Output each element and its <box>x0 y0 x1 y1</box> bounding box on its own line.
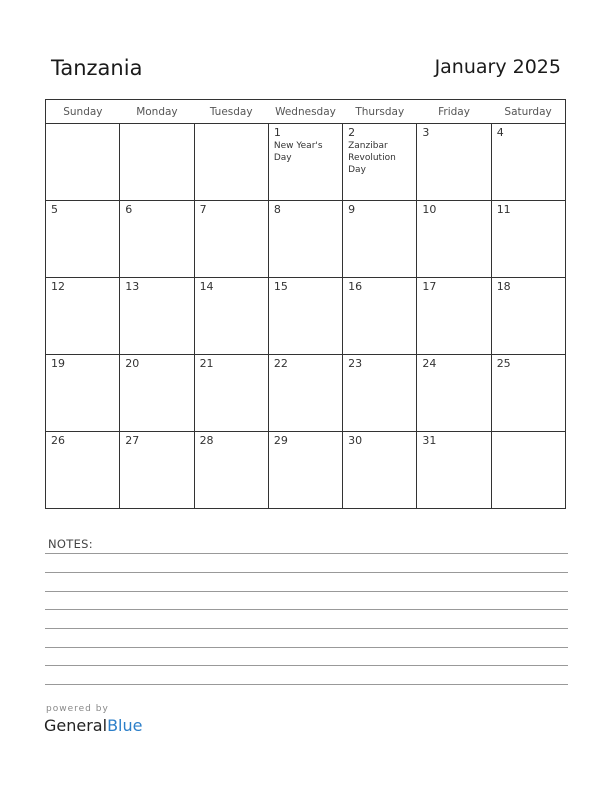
day-number: 26 <box>51 434 65 447</box>
day-cell <box>417 201 491 278</box>
day-number: 1 <box>273 126 281 139</box>
weekday-header: Wednesday <box>268 100 342 124</box>
day-number: 19 <box>51 357 65 370</box>
day-cell <box>343 432 417 509</box>
day-cell <box>46 355 120 432</box>
day-cell <box>343 201 417 278</box>
note-line <box>45 647 568 648</box>
day-number: 17 <box>422 280 437 293</box>
week-row <box>46 124 566 201</box>
day-number: 24 <box>422 357 437 370</box>
note-line <box>45 628 568 629</box>
day-cell <box>491 355 565 432</box>
day-number: 4 <box>496 126 504 139</box>
note-line <box>45 553 568 554</box>
day-number: 11 <box>496 203 511 216</box>
day-cell <box>417 278 491 355</box>
day-cell <box>343 278 417 355</box>
day-cell <box>268 124 342 201</box>
weekday-header: Friday <box>417 100 491 124</box>
day-number: 27 <box>125 434 140 447</box>
generalblue-logo[interactable] <box>44 716 142 735</box>
holiday-label: New Year's Day <box>273 141 323 163</box>
day-cell <box>46 124 120 201</box>
day-cell <box>343 355 417 432</box>
weekday-header: Saturday <box>491 100 565 124</box>
note-line <box>45 609 568 610</box>
weekday-header: Sunday <box>46 100 120 124</box>
weekday-header: Thursday <box>343 100 417 124</box>
day-cell <box>268 201 342 278</box>
weekday-header: Monday <box>120 100 194 124</box>
weekday-header: Tuesday <box>194 100 268 124</box>
week-row <box>46 432 566 509</box>
country-title: Tanzania <box>51 56 143 80</box>
day-number: 10 <box>422 203 437 216</box>
day-cell <box>194 278 268 355</box>
note-line <box>45 591 568 592</box>
day-number: 22 <box>273 357 288 370</box>
day-cell <box>194 355 268 432</box>
notes-label: NOTES: <box>48 537 93 551</box>
day-number: 5 <box>51 203 58 216</box>
note-line <box>45 665 568 666</box>
day-number: 9 <box>348 203 356 216</box>
day-cell <box>343 124 417 201</box>
powered-by-text: powered by <box>46 704 109 714</box>
day-number: 21 <box>199 357 214 370</box>
day-number: 29 <box>273 434 288 447</box>
day-cell <box>46 201 120 278</box>
day-cell <box>491 432 565 509</box>
day-cell <box>491 201 565 278</box>
day-number: 15 <box>273 280 288 293</box>
day-cell <box>268 278 342 355</box>
day-number: 7 <box>199 203 207 216</box>
week-row <box>46 278 566 355</box>
note-line <box>45 572 568 573</box>
day-number: 6 <box>125 203 133 216</box>
holiday-label: Zanzibar Revolution Day <box>348 141 396 175</box>
day-cell <box>417 124 491 201</box>
week-row <box>46 201 566 278</box>
day-cell <box>120 201 194 278</box>
day-number: 14 <box>199 280 214 293</box>
day-number: 13 <box>125 280 140 293</box>
day-cell <box>194 201 268 278</box>
day-cell <box>120 278 194 355</box>
day-cell <box>120 124 194 201</box>
day-number: 30 <box>348 434 363 447</box>
day-number: 8 <box>273 203 281 216</box>
logo-blue-text: Blue <box>107 716 143 735</box>
day-cell <box>268 432 342 509</box>
day-cell <box>268 355 342 432</box>
day-number: 18 <box>496 280 511 293</box>
day-number: 12 <box>51 280 65 293</box>
month-title: January 2025 <box>434 56 561 78</box>
logo-general-text: General <box>44 716 108 735</box>
day-number: 31 <box>422 434 437 447</box>
day-number: 23 <box>348 357 363 370</box>
day-number: 3 <box>422 126 430 139</box>
day-cell <box>46 278 120 355</box>
note-line <box>45 684 568 685</box>
day-cell <box>491 124 565 201</box>
day-number: 20 <box>125 357 140 370</box>
day-cell <box>120 355 194 432</box>
week-row <box>46 355 566 432</box>
day-number: 28 <box>199 434 214 447</box>
day-cell <box>417 432 491 509</box>
day-number: 25 <box>496 357 511 370</box>
day-cell <box>417 355 491 432</box>
day-cell <box>491 278 565 355</box>
day-cell <box>46 432 120 509</box>
weekday-header-row <box>46 100 566 124</box>
day-number: 16 <box>348 280 363 293</box>
day-number: 2 <box>348 126 356 139</box>
day-cell <box>194 432 268 509</box>
day-cell <box>194 124 268 201</box>
calendar-grid <box>45 99 566 509</box>
day-cell <box>120 432 194 509</box>
